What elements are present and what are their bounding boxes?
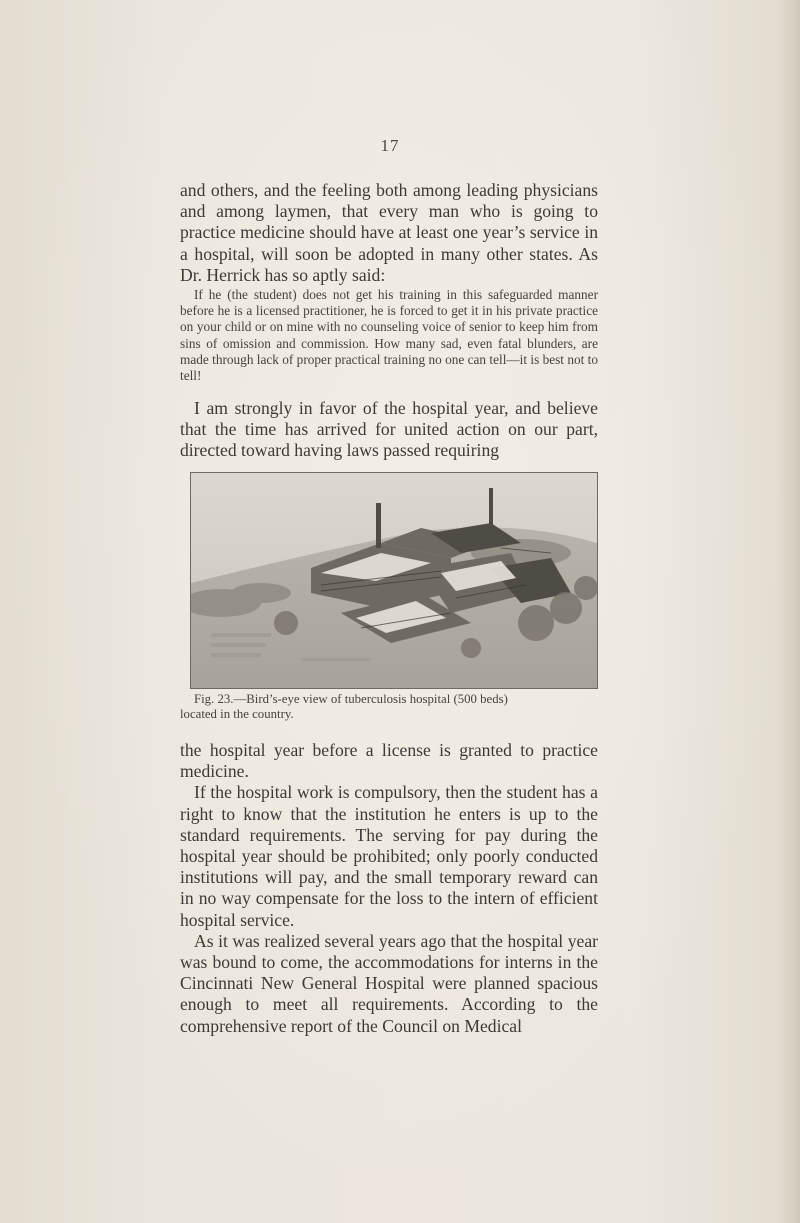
caption-line-1: Fig. 23.—Bird’s-eye view of tuberculosis hospital (500 beds) [194, 692, 508, 706]
compulsory-paragraph: If the hospital work is compulsory, then the student has a right to know that the institution he enters is up to the standard requirements. The serving for pay during the hospital year should be prohibited; only poorly conducted institutions will pay, and the small temporary reward can in no way compensate for the loss to the intern of efficient hospital service. [180, 782, 598, 930]
quote-block [180, 287, 598, 384]
continuation-paragraph: the hospital year before a license is granted to practice medicine. [180, 740, 598, 782]
cincinnati-paragraph: As it was realized several years ago that the hospital year was bound to come, the accommodations for interns in the Cincinnati New General Hospital were planned spacious enough to meet all requirements. According to the comprehensive report of the Council on Medical [180, 930, 598, 1036]
intro-paragraph: and others, and the feeling both among leading physicians and among laymen, that every man who is going to practice medicine should have at least one year’s service in a hospital, will soon be adopted in many other states. As Dr. Herrick has so aptly said: [180, 180, 598, 285]
caption-line-2: located in the country. [180, 707, 294, 721]
continuation-block [180, 740, 598, 1037]
favor-block [180, 398, 598, 462]
favor-paragraph: I am strongly in favor of the hospital year, and believe that the time has arrived for united action on our part, directed toward having laws passed requiring [180, 398, 598, 461]
page-number: 17 [380, 136, 400, 155]
hospital-photo-illustration [191, 473, 597, 688]
intro-block [180, 180, 598, 286]
herrick-quote: If he (the student) does not get his training in this safeguarded manner before he is a licensed practitioner, he is forced to get it in his private practice on your child or on mine with no counseling voice of senior to keep him from sins of omission and commission. How many sad, even fatal blunders, are made through lack of proper practical training no one can tell—it is best not to tell! [180, 287, 598, 384]
page-edge-shadow [778, 0, 800, 1223]
hospital-birdseye-photo [190, 472, 598, 689]
figure-caption [180, 692, 598, 722]
